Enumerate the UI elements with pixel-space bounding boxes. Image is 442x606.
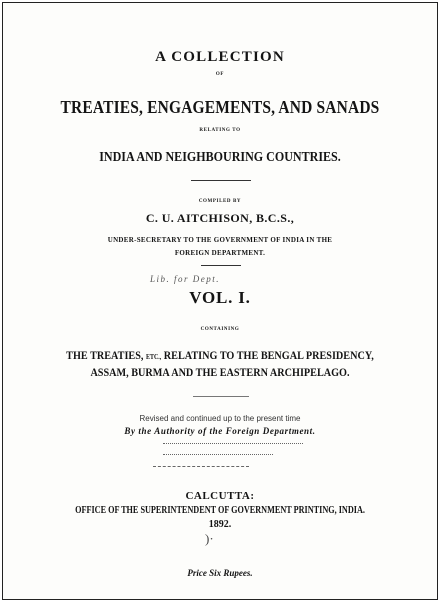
handwritten-note: Lib. for Dept. <box>150 274 221 284</box>
ink-mark: )· <box>205 531 214 546</box>
contents-rest: RELATING TO THE BENGAL PRESIDENCY, <box>163 348 374 362</box>
contents-prefix: THE TREATIES, <box>66 348 144 362</box>
divider-rule <box>201 265 241 266</box>
faded-text-line <box>163 443 303 445</box>
faded-text-line <box>153 466 249 468</box>
price-label: Price Six Rupees. <box>187 568 253 578</box>
contents-etc: ETC., <box>146 353 162 361</box>
containing-label: CONTAINING <box>200 327 240 332</box>
volume-label: VOL. I. <box>189 288 251 307</box>
title-line-3: INDIA AND NEIGHBOURING COUNTRIES. <box>99 150 341 165</box>
author-role-line-2: FOREIGN DEPARTMENT. <box>174 249 266 257</box>
title-line-1: A COLLECTION <box>155 49 285 65</box>
contents-line-1 <box>36 348 405 363</box>
faded-text-line <box>163 454 273 456</box>
divider-rule <box>191 180 251 181</box>
authority-line: By the Authority of the Foreign Department. <box>124 426 316 436</box>
author-role-line-1: UNDER-SECRETARY TO THE GOVERNMENT OF INDIA IN THE <box>107 236 333 244</box>
imprint-publisher: OFFICE OF THE SUPERINTENDENT OF GOVERNMENT PRINTING, INDIA. <box>75 505 365 516</box>
dotted-rule <box>193 396 249 397</box>
connector-relating: RELATING TO <box>199 128 241 133</box>
author-name: C. U. AITCHISON, B.C.S., <box>145 211 295 225</box>
title-line-2: TREATIES, ENGAGEMENTS, AND SANADS <box>60 97 380 117</box>
imprint-city: CALCUTTA: <box>185 490 255 502</box>
revised-note: Revised and continued up to the present time <box>139 414 301 423</box>
contents-line-2: ASSAM, BURMA AND THE EASTERN ARCHIPELAGO. <box>90 365 350 379</box>
connector-of: OF <box>215 72 225 77</box>
compiled-by-label: COMPILED BY <box>198 199 242 204</box>
title-page <box>2 2 438 600</box>
imprint-year: 1892. <box>208 519 232 530</box>
